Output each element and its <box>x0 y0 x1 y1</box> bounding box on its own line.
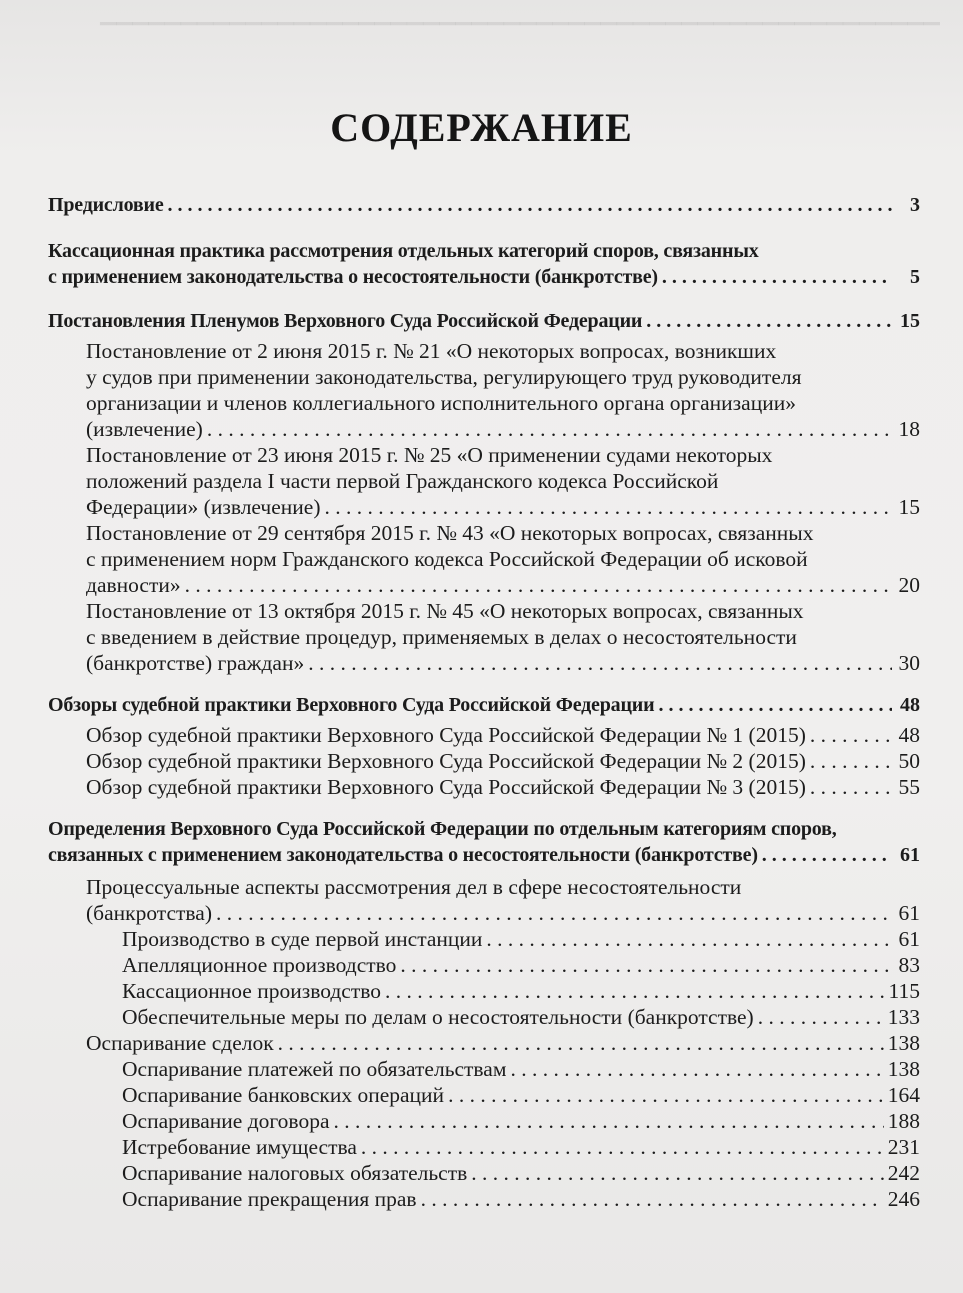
toc-entry-preface[interactable]: Предисловие . . . 3 <box>48 192 920 218</box>
toc-section-reviews <box>48 692 920 800</box>
page-number: 50 <box>898 749 920 773</box>
page-number: 164 <box>887 1083 920 1107</box>
page-number: 246 <box>887 1187 920 1211</box>
toc-entry-interim-measures[interactable]: Обеспечительные меры по делам о несостоятельности (банкротстве) . . . 133 <box>48 1004 920 1030</box>
toc-section-plenum <box>48 308 920 676</box>
toc-entry-contesting[interactable]: Оспаривание сделок . . . 138 <box>48 1030 920 1056</box>
toc-entry-cassation[interactable]: Кассационная практика рассмотрения отдельных категорий споров, связанных с применением законодательства о несостоятельности (банкротстве) . . . 5 <box>48 238 920 290</box>
page-number: 61 <box>898 901 920 925</box>
toc-entry-resolution-21[interactable]: Постановление от 2 июня 2015 г. № 21 «О некоторых вопросах, возникших у судов при применении законодательства, регулирующего труд руководителя организации и членов коллегиального исполнительного органа организации» (извлечение) . . . 18 <box>48 338 920 442</box>
page-number: 5 <box>910 266 920 288</box>
toc-entry-contract[interactable]: Оспаривание договора . . . 188 <box>48 1108 920 1134</box>
toc-entry-appeal[interactable]: Апелляционное производство . . . 83 <box>48 952 920 978</box>
page-number: 133 <box>887 1005 920 1029</box>
toc-entry-reviews[interactable]: Обзоры судебной практики Верховного Суда Российской Федерации . . . 48 <box>48 692 920 718</box>
page-number: 30 <box>898 651 920 675</box>
page-number: 15 <box>898 495 920 519</box>
page-number: 61 <box>900 844 920 866</box>
toc-entry-resolution-43[interactable]: Постановление от 29 сентября 2015 г. № 43 «О некоторых вопросах, связанных с применением норм Гражданского кодекса Российской Федерации об исковой давности» . . . 20 <box>48 520 920 598</box>
page-number: 231 <box>887 1135 920 1159</box>
toc-entry-tax-obligations[interactable]: Оспаривание налоговых обязательств . . . 242 <box>48 1160 920 1186</box>
toc-entry-plenum[interactable]: Постановления Пленумов Верховного Суда Российской Федерации . . . 15 <box>48 308 920 334</box>
toc-entry-procedural[interactable]: Процессуальные аспекты рассмотрения дел в сфере несостоятельности (банкротства) . . . 61 <box>48 874 920 926</box>
page-number: 242 <box>887 1161 920 1185</box>
toc-entry-property-claim[interactable]: Истребование имущества . . . 231 <box>48 1134 920 1160</box>
toc-entry-first-instance[interactable]: Производство в суде первой инстанции . . . 61 <box>48 926 920 952</box>
page-title: СОДЕРЖАНИЕ <box>330 105 633 150</box>
page-number: 138 <box>887 1031 920 1055</box>
page-number: 55 <box>898 775 920 799</box>
page-number: 48 <box>900 694 920 716</box>
page-number: 15 <box>900 310 920 332</box>
page-number: 61 <box>898 927 920 951</box>
page-number: 48 <box>898 723 920 747</box>
toc-entry-review-1[interactable]: Обзор судебной практики Верховного Суда Российской Федерации № 1 (2015) . . . 48 <box>48 722 920 748</box>
page-number: 83 <box>898 953 920 977</box>
page-number: 18 <box>898 417 920 441</box>
page-number: 115 <box>888 979 920 1003</box>
toc-entry-review-3[interactable]: Обзор судебной практики Верховного Суда Российской Федерации № 3 (2015) . . . 55 <box>48 774 920 800</box>
toc-entry-payments[interactable]: Оспаривание платежей по обязательствам . . . 138 <box>48 1056 920 1082</box>
table-of-contents <box>48 192 920 1212</box>
toc-entry-bank-operations[interactable]: Оспаривание банковских операций . . . 164 <box>48 1082 920 1108</box>
bleed-through-text: ▁▁▁▁▁▁▁▁▁▁▁▁▁▁▁▁▁▁▁▁▁▁▁▁▁▁▁▁▁▁▁▁▁▁▁▁▁▁▁▁▁▁▁▁▁▁▁▁▁▁▁▁ <box>100 1 940 25</box>
toc-entry-rights-termination[interactable]: Оспаривание прекращения прав . . . 246 <box>48 1186 920 1212</box>
toc-entry-resolution-45[interactable]: Постановление от 13 октября 2015 г. № 45 «О некоторых вопросах, связанных с введением в действие процедур, применяемых в делах о несостоятельности (банкротстве) граждан» . . . 30 <box>48 598 920 676</box>
page-number: 138 <box>887 1057 920 1081</box>
page-number: 20 <box>898 573 920 597</box>
toc-entry-review-2[interactable]: Обзор судебной практики Верховного Суда Российской Федерации № 2 (2015) . . . 50 <box>48 748 920 774</box>
page-number: 3 <box>910 194 920 216</box>
toc-entry-resolution-25[interactable]: Постановление от 23 июня 2015 г. № 25 «О применении судами некоторых положений раздела I части первой Гражданского кодекса Российской Федерации» (извлечение) . . . 15 <box>48 442 920 520</box>
toc-entry-cassation-proceedings[interactable]: Кассационное производство . . . 115 <box>48 978 920 1004</box>
page-number: 188 <box>887 1109 920 1133</box>
toc-entry-definitions[interactable]: Определения Верховного Суда Российской Федерации по отдельным категориям споров, связанных с применением законодательства о несостоятельности (банкротстве) . . . 61 <box>48 816 920 868</box>
toc-section-definitions <box>48 816 920 1212</box>
